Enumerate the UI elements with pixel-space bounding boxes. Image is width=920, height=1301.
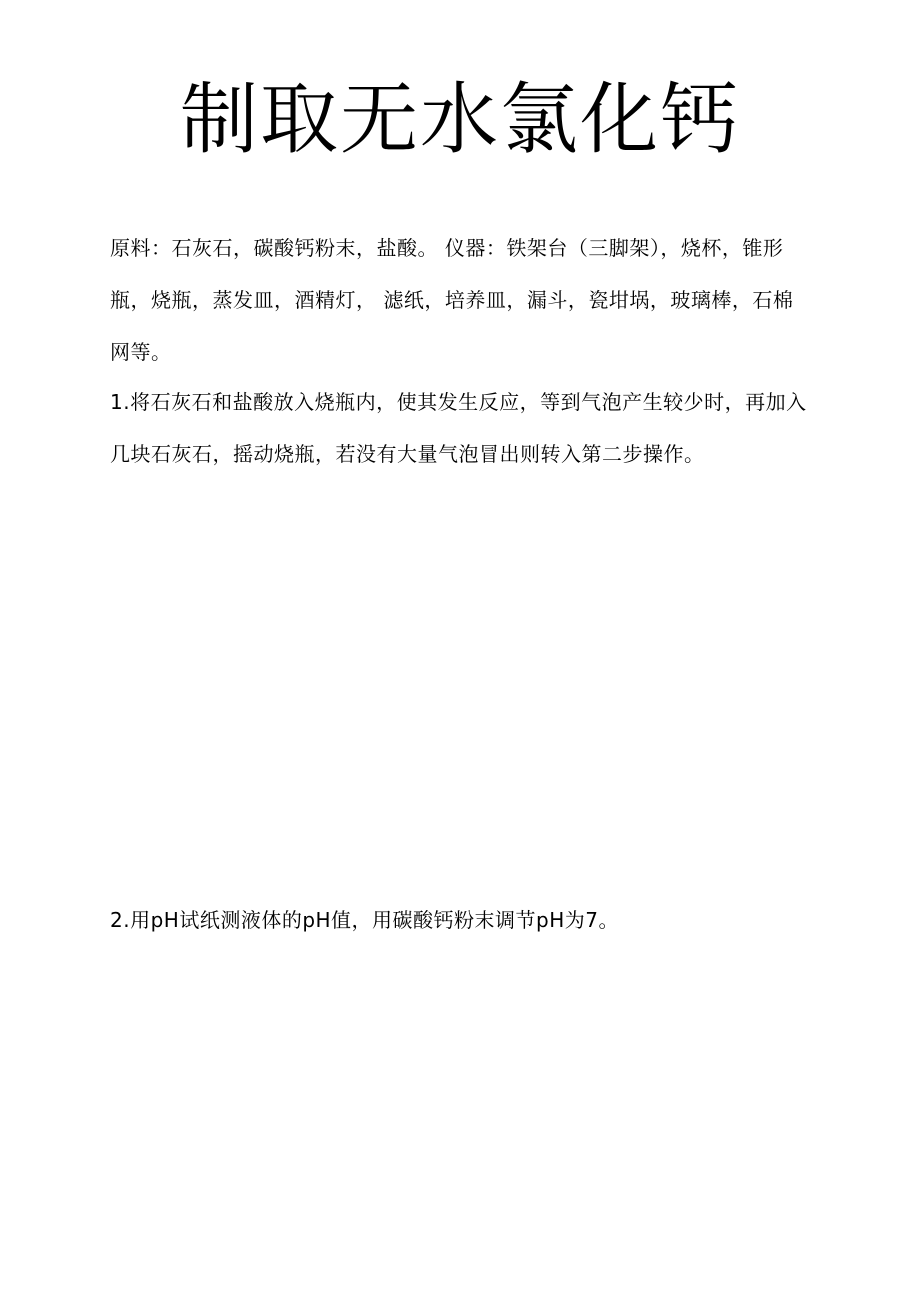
step-1-paragraph: 1.将石灰石和盐酸放入烧瓶内，使其发生反应，等到气泡产生较少时，再加入几块石灰石，摇动烧瓶，若没有大量气泡冒出则转入第二步操作。	[110, 390, 807, 466]
materials-paragraph: 原料：石灰石，碳酸钙粉末，盐酸。 仪器：铁架台（三脚架），烧杯，锥形瓶，烧瓶，蒸发皿，酒精灯， 滤纸，培养皿，漏斗，瓷坩埚，玻璃棒，石棉网等。	[110, 236, 794, 364]
page-title: 制取无水氯化钙	[179, 75, 740, 165]
step-2-paragraph: 2.用pH试纸测液体的pH值，用碳酸钙粉末调节pH为7。	[110, 908, 620, 932]
